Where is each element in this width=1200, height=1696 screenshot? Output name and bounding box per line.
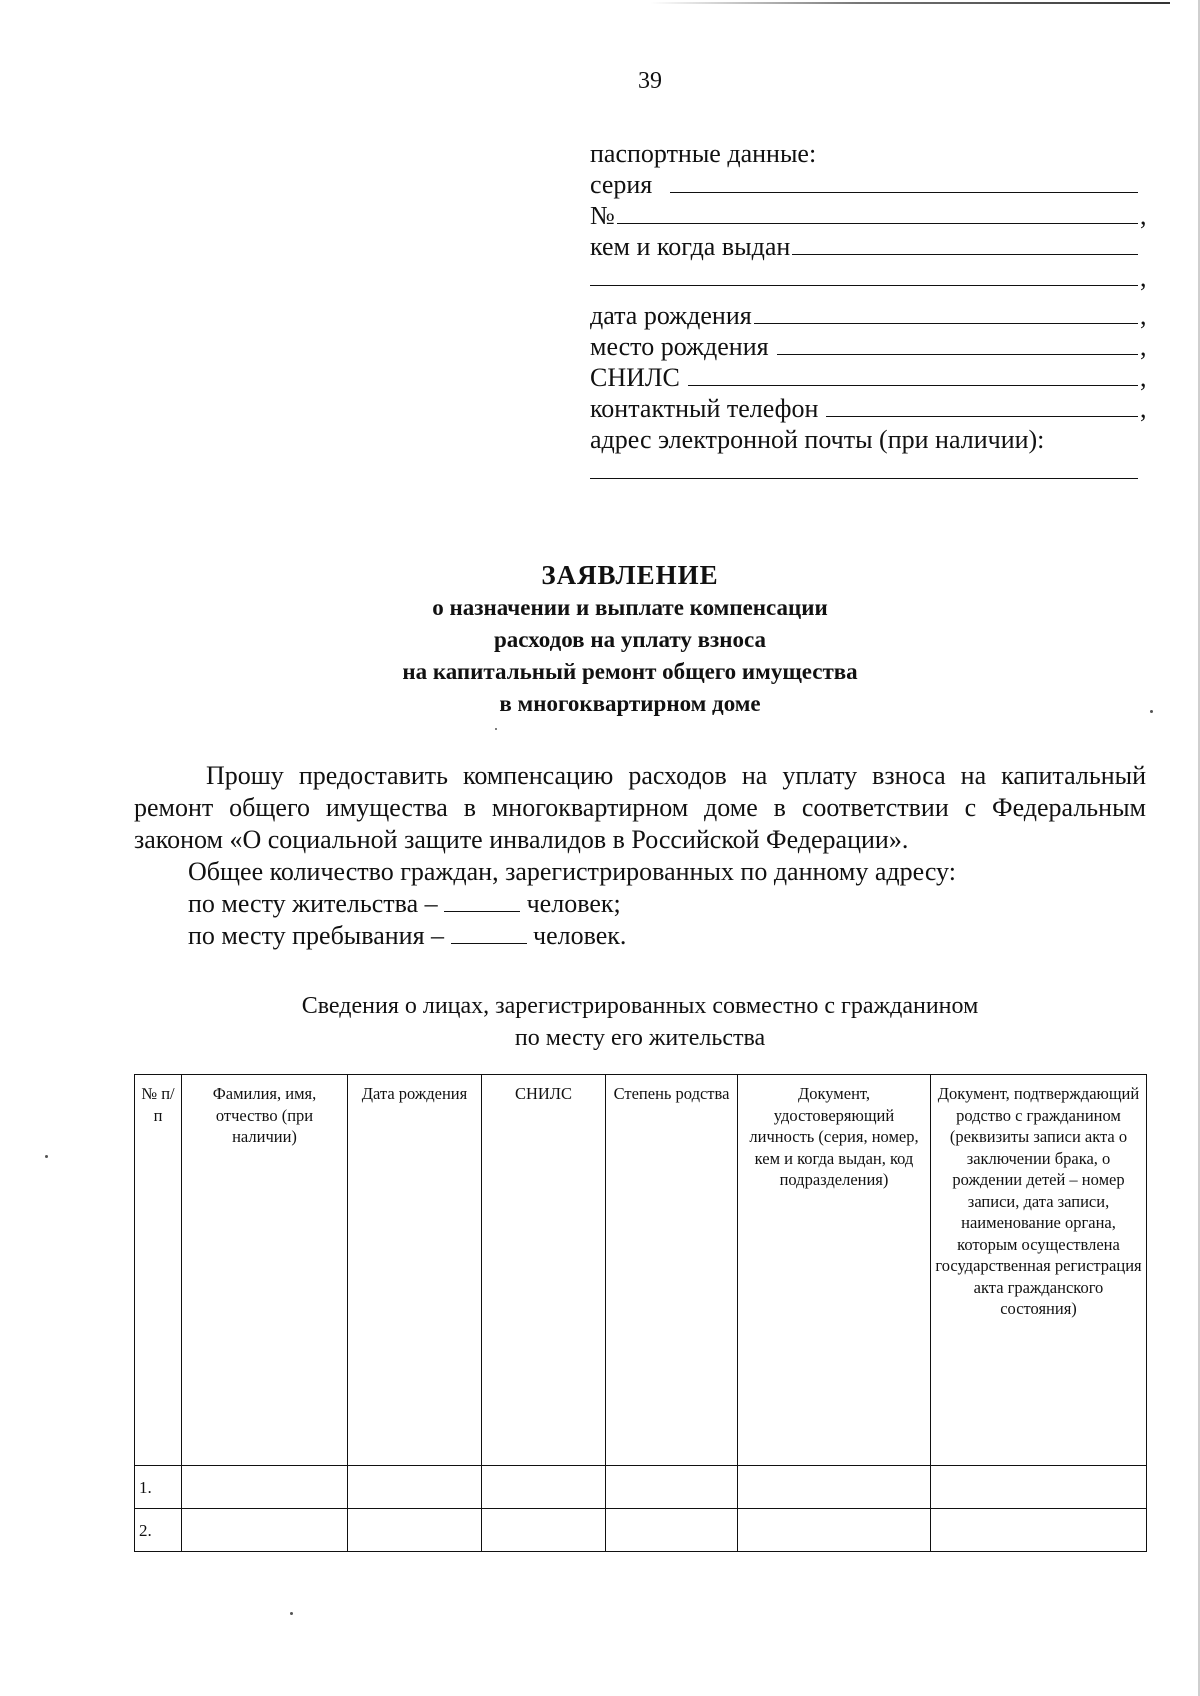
snils-row: [590, 362, 1150, 393]
header-relation-document: Документ, подтверждающий родство с гражданином (реквизиты записи акта о заключении брака, о рождении детей – номер записи, дата записи, наименование органа, которым осуществлена государственная регистрация акта гражданского состояния): [931, 1075, 1147, 1466]
title-line-2: расходов на уплату взноса: [493, 627, 767, 652]
scan-speck: [290, 1612, 293, 1615]
scan-top-rule: [650, 2, 1170, 4]
request-paragraph: Прошу предоставить компенсацию расходов на уплату взноса на капитальный ремонт общего имущества в многоквартирном доме в соответствии с Федеральным законом «О социальной защите инвалидов в Российской Федерации».: [134, 761, 1146, 854]
birth-date-row: [590, 300, 1150, 331]
table-row: [135, 1509, 1147, 1552]
birth-date-field-line[interactable]: [754, 301, 1138, 324]
email-field-line[interactable]: [590, 456, 1138, 479]
table-caption: [200, 990, 1080, 1054]
header-number: № п/п: [135, 1075, 182, 1466]
number-label: №: [590, 201, 615, 230]
table-header-row: [135, 1075, 1147, 1466]
number-comma: ,: [1140, 201, 1147, 230]
registered-persons-table: [134, 1074, 1147, 1552]
header-relation: Степень родства: [606, 1075, 738, 1466]
header-full-name: Фамилия, имя, отчество (при наличии): [182, 1075, 348, 1466]
total-citizens-line: Общее количество граждан, зарегистрированных по данному адресу:: [188, 857, 956, 886]
birth-place-label: место рождения: [590, 332, 769, 361]
issued-by-continuation-line[interactable]: [590, 263, 1138, 286]
cell-relation[interactable]: [606, 1466, 738, 1509]
table-row: [135, 1466, 1147, 1509]
residence-suffix: человек;: [526, 889, 621, 918]
cell-full-name[interactable]: [182, 1466, 348, 1509]
personal-data-block: [590, 138, 1150, 493]
stay-count-blank[interactable]: [451, 921, 527, 944]
table-caption-line-2: по месту его жительства: [514, 1025, 766, 1051]
phone-field-line[interactable]: [826, 394, 1138, 417]
cell-relation-document[interactable]: [931, 1509, 1147, 1552]
cell-full-name[interactable]: [182, 1509, 348, 1552]
cell-relation[interactable]: [606, 1509, 738, 1552]
scan-speck: [1150, 710, 1153, 713]
title-line-3: на капитальный ремонт общего имущества: [402, 659, 858, 684]
header-snils: СНИЛС: [482, 1075, 606, 1466]
series-label: серия: [590, 170, 653, 199]
issued-by-row: [590, 231, 1150, 262]
passport-heading-row: [590, 138, 1150, 169]
row-number: 2.: [135, 1509, 182, 1552]
cell-relation-document[interactable]: [931, 1466, 1147, 1509]
application-title: [200, 558, 1060, 720]
cell-snils[interactable]: [482, 1466, 606, 1509]
issued-by-continuation-row: [590, 262, 1150, 300]
series-row: [590, 169, 1150, 200]
passport-heading: паспортные данные:: [590, 139, 817, 168]
email-row: [590, 424, 1150, 455]
scan-speck: [495, 728, 497, 730]
stay-suffix: человек.: [533, 921, 627, 950]
title-line-1: о назначении и выплате компенсации: [432, 595, 828, 620]
scan-speck: [45, 1155, 48, 1158]
cell-snils[interactable]: [482, 1509, 606, 1552]
header-identity-document: Документ, удостоверяющий личность (серия, номер, кем и когда выдан, код подразделения): [738, 1075, 931, 1466]
residence-line: [134, 888, 1146, 920]
email-label: адрес электронной почты (при наличии):: [590, 425, 1045, 454]
birth-place-field-line[interactable]: [777, 332, 1138, 355]
phone-row: [590, 393, 1150, 424]
issued-by-label: кем и когда выдан: [590, 232, 791, 261]
number-row: [590, 200, 1150, 231]
stay-line: [134, 920, 1146, 952]
row-number: 1.: [135, 1466, 182, 1509]
cell-identity-document[interactable]: [738, 1509, 931, 1552]
birth-place-row: [590, 331, 1150, 362]
birth-date-label: дата рождения: [590, 301, 752, 330]
header-birth-date: Дата рождения: [348, 1075, 482, 1466]
email-field-row: [590, 455, 1150, 493]
cell-identity-document[interactable]: [738, 1466, 931, 1509]
series-field-line[interactable]: [670, 170, 1138, 193]
snils-comma: ,: [1140, 363, 1147, 392]
number-field-line[interactable]: [617, 201, 1138, 224]
stay-prefix: по месту пребывания –: [188, 921, 445, 950]
application-body: [134, 760, 1146, 952]
residence-prefix: по месту жительства –: [188, 889, 438, 918]
phone-comma: ,: [1140, 394, 1147, 423]
issued-by-continuation-comma: ,: [1140, 263, 1147, 292]
cell-birth-date[interactable]: [348, 1509, 482, 1552]
phone-label: контактный телефон: [590, 394, 819, 423]
title-line-4: в многоквартирном доме: [499, 691, 761, 716]
title-main: ЗАЯВЛЕНИЕ: [541, 560, 719, 590]
snils-label: СНИЛС: [590, 363, 680, 392]
birth-date-comma: ,: [1140, 301, 1147, 330]
birth-place-comma: ,: [1140, 332, 1147, 361]
snils-field-line[interactable]: [688, 363, 1138, 386]
issued-by-field-line[interactable]: [792, 232, 1138, 255]
cell-birth-date[interactable]: [348, 1466, 482, 1509]
table-caption-line-1: Сведения о лицах, зарегистрированных совместно с гражданином: [301, 993, 979, 1019]
residence-count-blank[interactable]: [444, 889, 520, 912]
page-number: 39: [638, 68, 662, 94]
